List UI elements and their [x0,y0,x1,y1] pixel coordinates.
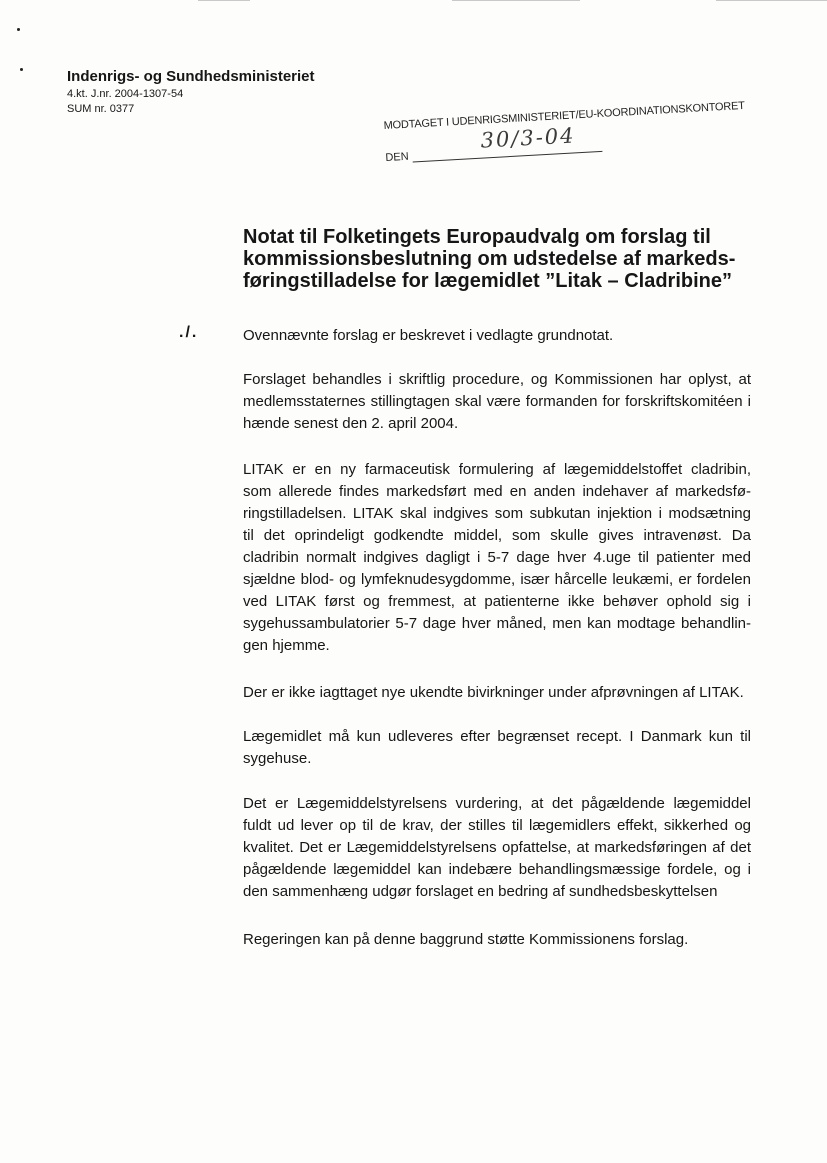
enclosure-marker: ./. [179,324,199,341]
journal-reference: 4.kt. J.nr. 2004-1307-54 [67,88,184,100]
document-title [243,226,743,292]
text-line: gen hjemme. [243,637,330,654]
received-stamp [383,89,746,168]
text-line: Regeringen kan på denne baggrund støtte Kommissionens forslag. [243,931,689,948]
text-line: sygehuse. [243,750,312,767]
text-line: cladribin normalt indgives dagligt i 5-7 dage hver 4.uge til patienter med [243,549,751,566]
text-line: Lægemidlet må kun udleveres efter begrænset recept. I Danmark kun til [243,728,751,745]
text-line: ved LITAK først og fremmest, at patienterne ikke behøver ophold sig i [243,593,751,610]
text-line: Ovennævnte forslag er beskrevet i vedlagte grundnotat. [243,327,614,344]
paragraph-prescription [243,726,751,770]
sum-reference: SUM nr. 0377 [67,103,135,115]
text-line: medlemsstaternes stillingtagen skal være formanden for forskriftskomitéen i [243,393,751,410]
scan-edge-mark [198,0,250,1]
scan-edge-mark [716,0,827,1]
text-line: Der er ikke iagttaget nye ukendte bivirkninger under afprøvningen af LITAK. [243,684,744,701]
stamp-handwritten-date: 30/3-04 [479,123,577,153]
text-line: pågældende lægemiddel kan indebære behandlingsmæssige fordele, og i [243,861,751,878]
title-line: føringstilladelse for lægemidlet ”Litak – Cladribine” [243,270,732,292]
scan-edge-mark [452,0,580,1]
text-line: den sammenhæng udgør forslaget en bedring af sundhedsbeskyttelsen [243,883,718,900]
stamp-date-label: DEN [385,150,409,165]
scan-speck [17,28,20,31]
title-line: Notat til Folketingets Europaudvalg om forslag til [243,226,711,248]
text-line: fuldt ud lever op til de krav, der stilles til lægemidlers effekt, sikkerhed og [243,817,751,834]
stamp-date-line [413,151,603,163]
paragraph-litak-description [243,459,751,657]
text-line: LITAK er en ny farmaceutisk formulering af lægemiddelstoffet cladribin, [243,461,751,478]
text-line: sjældne blod- og lymfeknudesygdomme, især hårcelle leukæmi, er fordelen [243,571,751,588]
text-line: som allerede findes markedsført med en anden indehaver af markedsfø- [243,483,751,500]
text-line: kvalitet. Det er Lægemiddelstyrelsens opfattelse, at markedsføringen af det [243,839,751,856]
paragraph-assessment [243,793,751,903]
text-line: til det oprindeligt godkendte middel, som skulle gives intravenøst. Da [243,527,751,544]
text-line: hænde senest den 2. april 2004. [243,415,459,432]
text-line: ringstilladelsen. LITAK skal indgives som subkutan injektion i modsætning [243,505,751,522]
paragraph-intro [243,325,751,347]
title-line: kommissionsbeslutning om udstedelse af markeds- [243,248,736,270]
paragraph-side-effects [243,682,751,704]
paragraph-procedure [243,369,751,435]
text-line: sygehussambulatorier 5-7 dage hver måned, men kan modtage behandlin- [243,615,751,632]
ministry-name: Indenrigs- og Sundhedsministeriet [67,68,315,85]
text-line: Forslaget behandles i skriftlig procedure, og Kommissionen har oplyst, at [243,371,751,388]
stamp-received-label: MODTAGET I UDENRIGSMINISTERIET/EU-KOORDINATIONSKONTORET [383,99,746,133]
paragraph-government-position [243,929,751,951]
scan-speck [20,68,23,71]
text-line: Det er Lægemiddelstyrelsens vurdering, at det pågældende lægemiddel [243,795,751,812]
